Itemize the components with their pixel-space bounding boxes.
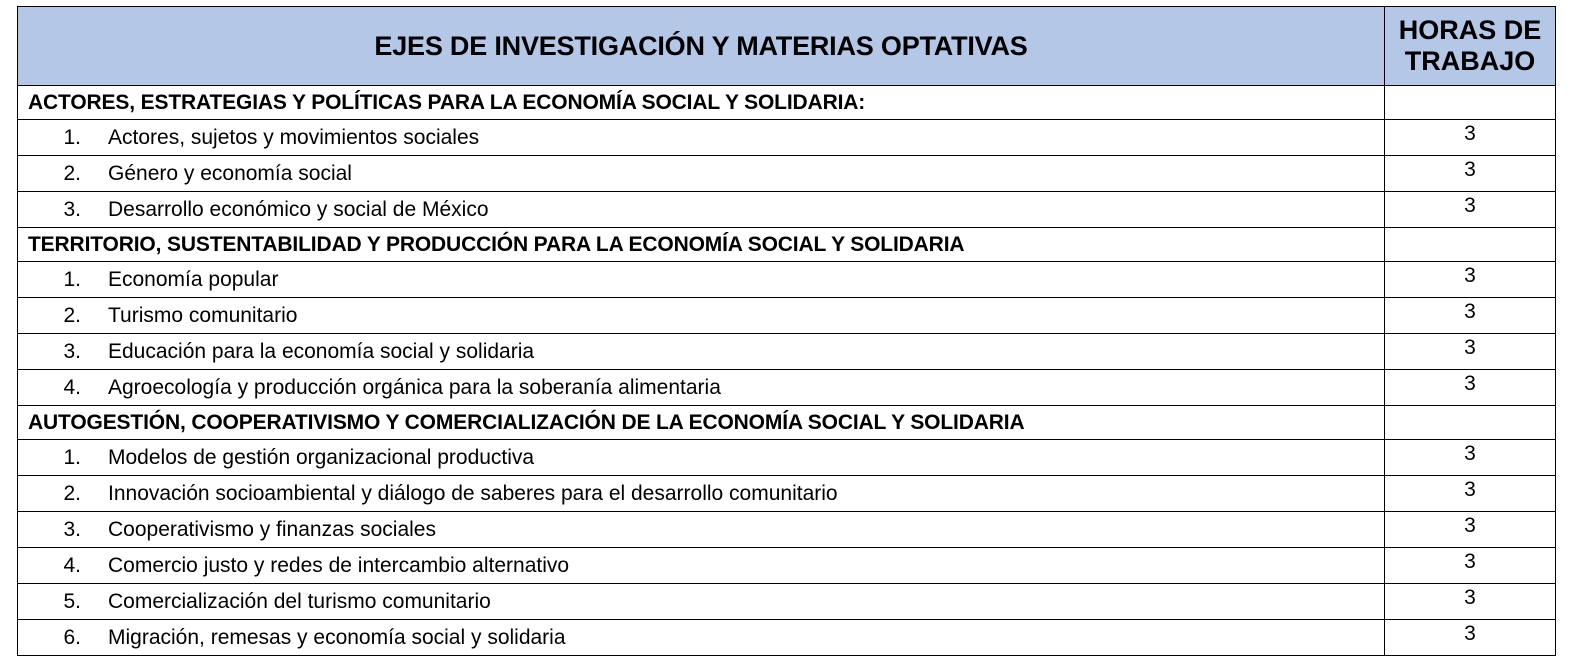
item-text: Cooperativismo y finanzas sociales [108,517,436,541]
header-title: EJES DE INVESTIGACIÓN Y MATERIAS OPTATIVAS [18,7,1385,86]
item-cell [18,620,1385,656]
section-title: AUTOGESTIÓN, COOPERATIVISMO Y COMERCIALIZACIÓN DE LA ECONOMÍA SOCIAL Y SOLIDARIA [18,406,1385,440]
item-number: 4. [63,375,81,399]
header-hours-line2: TRABAJO [1404,46,1536,76]
item-hours: 3 [1385,262,1556,298]
item-cell [18,120,1385,156]
item-hours: 3 [1385,192,1556,228]
item-cell [18,476,1385,512]
item-cell [18,156,1385,192]
table-row [18,584,1556,620]
table-row [18,440,1556,476]
section-hours-cell [1385,228,1556,262]
item-text: Turismo comunitario [108,303,298,327]
section-title: ACTORES, ESTRATEGIAS Y POLÍTICAS PARA LA ECONOMÍA SOCIAL Y SOLIDARIA: [18,86,1385,120]
item-cell [18,440,1385,476]
section-row [18,86,1556,120]
item-cell [18,370,1385,406]
header-hours [1385,7,1556,86]
item-hours: 3 [1385,584,1556,620]
section-row [18,406,1556,440]
table-row [18,370,1556,406]
item-cell [18,298,1385,334]
item-hours: 3 [1385,620,1556,656]
item-number: 2. [63,161,81,185]
table-header-row [18,7,1556,86]
section-row [18,228,1556,262]
section-title: TERRITORIO, SUSTENTABILIDAD Y PRODUCCIÓN PARA LA ECONOMÍA SOCIAL Y SOLIDARIA [18,228,1385,262]
table-row [18,620,1556,656]
item-number: 4. [63,553,81,577]
item-number: 5. [63,589,81,613]
item-hours: 3 [1385,120,1556,156]
item-number: 1. [63,445,81,469]
item-text: Educación para la economía social y solidaria [108,339,535,363]
item-text: Innovación socioambiental y diálogo de saberes para el desarrollo comunitario [108,481,838,505]
item-hours: 3 [1385,548,1556,584]
table-row [18,156,1556,192]
item-text: Modelos de gestión organizacional productiva [108,445,535,469]
item-cell [18,584,1385,620]
item-cell [18,262,1385,298]
item-number: 3. [63,517,81,541]
item-cell [18,334,1385,370]
header-hours-line1: HORAS DE [1398,15,1542,45]
item-text: Migración, remesas y economía social y solidaria [108,625,566,649]
table-row [18,512,1556,548]
table-row [18,192,1556,228]
item-cell [18,512,1385,548]
item-number: 3. [63,339,81,363]
item-cell [18,548,1385,584]
item-hours: 3 [1385,512,1556,548]
table-row [18,476,1556,512]
item-hours: 3 [1385,156,1556,192]
item-text: Género y economía social [108,161,352,185]
section-hours-cell [1385,406,1556,440]
item-text: Comercio justo y redes de intercambio alternativo [108,553,570,577]
section-hours-cell [1385,86,1556,120]
table-row [18,120,1556,156]
table-row [18,548,1556,584]
item-text: Desarrollo económico y social de México [108,197,489,221]
item-number: 1. [63,125,81,149]
item-cell [18,192,1385,228]
item-hours: 3 [1385,334,1556,370]
item-number: 6. [63,625,81,649]
item-text: Actores, sujetos y movimientos sociales [108,125,480,149]
item-hours: 3 [1385,298,1556,334]
table-row [18,262,1556,298]
item-text: Comercialización del turismo comunitario [108,589,491,613]
curriculum-table [17,6,1556,656]
item-text: Agroecología y producción orgánica para la soberanía alimentaria [108,375,721,399]
item-hours: 3 [1385,370,1556,406]
item-hours: 3 [1385,476,1556,512]
item-number: 1. [63,267,81,291]
item-hours: 3 [1385,440,1556,476]
table-row [18,298,1556,334]
item-number: 2. [63,481,81,505]
table-row [18,334,1556,370]
item-text: Economía popular [108,267,279,291]
item-number: 2. [63,303,81,327]
item-number: 3. [63,197,81,221]
